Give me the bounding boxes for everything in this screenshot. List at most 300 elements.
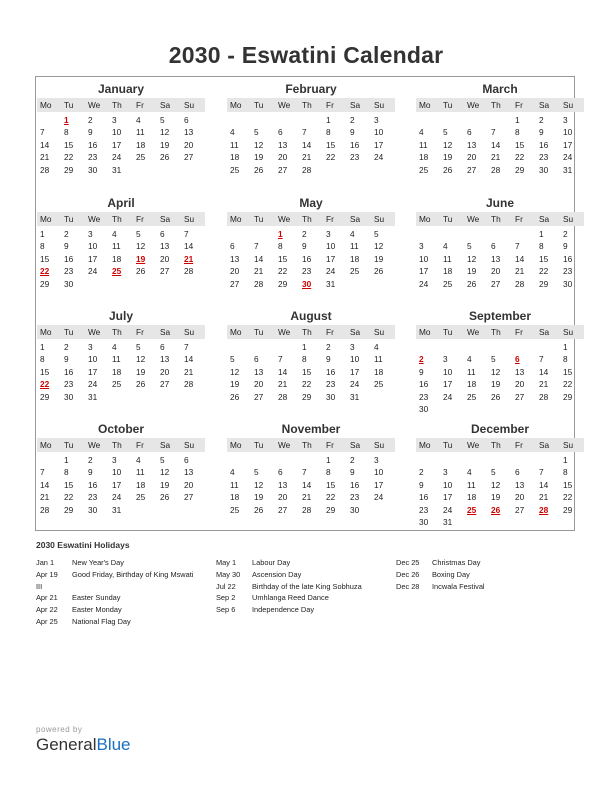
holiday-name: Boxing Day bbox=[432, 569, 470, 579]
day-cell bbox=[323, 164, 347, 176]
day-cell: 6 bbox=[515, 354, 520, 365]
weekday-label: Th bbox=[491, 214, 501, 224]
weekday-label: Th bbox=[491, 440, 501, 450]
day-cell: 14 bbox=[302, 139, 312, 150]
day-cell: 25 bbox=[350, 266, 360, 277]
week-row bbox=[227, 240, 395, 252]
holiday-item bbox=[36, 616, 216, 628]
day-cell bbox=[560, 516, 584, 528]
day-cell: 2 bbox=[539, 115, 544, 125]
day-cell: 16 bbox=[326, 366, 336, 377]
day-cell: 28 bbox=[278, 391, 288, 402]
day-cell: 19 bbox=[160, 479, 170, 490]
weekday-label: Fr bbox=[136, 440, 144, 450]
day-cell: 5 bbox=[467, 241, 472, 252]
day-cell bbox=[85, 278, 109, 290]
day-cell: 8 bbox=[64, 127, 69, 138]
day-cell: 23 bbox=[419, 504, 429, 515]
month-april bbox=[37, 196, 205, 290]
day-cell: 25 bbox=[136, 492, 146, 503]
day-cell: 5 bbox=[254, 127, 259, 138]
week-row bbox=[37, 114, 205, 126]
week-row bbox=[227, 151, 395, 163]
holiday-name: New Year's Day bbox=[72, 558, 124, 567]
day-cell: 28 bbox=[40, 504, 50, 515]
day-cell: 3 bbox=[443, 354, 448, 365]
day-cell bbox=[299, 454, 323, 466]
day-cell: 8 bbox=[40, 241, 45, 252]
day-cell: 12 bbox=[160, 127, 170, 138]
holiday-date: Apr 21 bbox=[36, 593, 58, 603]
week-row bbox=[37, 479, 205, 491]
holiday-item bbox=[216, 604, 396, 616]
weekday-label: Mo bbox=[230, 214, 242, 224]
weekday-header bbox=[227, 325, 395, 339]
day-cell: 19 bbox=[136, 253, 146, 264]
day-cell: 15 bbox=[515, 139, 525, 150]
day-cell: 9 bbox=[88, 127, 93, 138]
day-cell bbox=[181, 278, 205, 290]
holiday-item bbox=[396, 569, 576, 581]
week-row bbox=[37, 164, 205, 176]
day-cell: 20 bbox=[467, 152, 477, 163]
day-cell: 12 bbox=[491, 366, 501, 377]
day-cell: 31 bbox=[443, 516, 453, 527]
day-cell: 15 bbox=[326, 139, 336, 150]
day-grid bbox=[416, 454, 584, 528]
day-cell: 20 bbox=[515, 492, 525, 503]
day-cell: 23 bbox=[302, 266, 312, 277]
day-cell: 18 bbox=[136, 139, 146, 150]
day-cell: 29 bbox=[40, 278, 50, 289]
day-cell: 9 bbox=[419, 479, 424, 490]
day-cell: 9 bbox=[350, 467, 355, 478]
day-cell: 19 bbox=[491, 379, 501, 390]
day-cell: 30 bbox=[88, 504, 98, 515]
day-cell: 28 bbox=[254, 278, 264, 289]
day-cell bbox=[488, 403, 512, 415]
day-cell: 4 bbox=[230, 127, 235, 138]
day-grid bbox=[37, 228, 205, 290]
day-cell: 4 bbox=[112, 342, 117, 352]
month-january bbox=[37, 82, 205, 176]
day-cell: 22 bbox=[278, 266, 288, 277]
day-cell: 14 bbox=[184, 241, 194, 252]
week-row bbox=[416, 278, 584, 290]
day-cell: 3 bbox=[419, 241, 424, 252]
day-cell: 24 bbox=[112, 492, 122, 503]
day-cell: 1 bbox=[40, 229, 45, 239]
day-cell: 17 bbox=[563, 139, 573, 150]
day-cell: 17 bbox=[88, 253, 98, 264]
day-cell: 28 bbox=[539, 391, 549, 402]
month-name: June bbox=[485, 196, 514, 210]
day-cell: 6 bbox=[230, 241, 235, 252]
day-cell: 17 bbox=[350, 366, 360, 377]
day-cell: 28 bbox=[302, 504, 312, 515]
day-cell: 6 bbox=[184, 115, 189, 125]
day-cell: 10 bbox=[374, 127, 384, 138]
weekday-label: Mo bbox=[40, 327, 52, 337]
holiday-name: Good Friday, Birthday of King Mswati bbox=[72, 569, 194, 579]
weekday-label: Su bbox=[563, 100, 574, 110]
day-cell bbox=[347, 164, 371, 176]
week-row bbox=[227, 114, 395, 126]
day-cell bbox=[133, 164, 157, 176]
weekday-label: Fr bbox=[515, 100, 523, 110]
day-cell: 24 bbox=[326, 266, 336, 277]
day-cell: 6 bbox=[515, 467, 520, 478]
weekday-label: Sa bbox=[160, 327, 171, 337]
day-cell: 17 bbox=[88, 366, 98, 377]
day-cell: 2 bbox=[326, 342, 331, 352]
day-cell: 4 bbox=[136, 115, 141, 125]
day-cell: 26 bbox=[136, 266, 146, 277]
day-cell: 6 bbox=[254, 354, 259, 365]
holiday-date: Apr 22 bbox=[36, 605, 58, 615]
day-cell: 28 bbox=[491, 164, 501, 175]
day-cell: 25 bbox=[419, 164, 429, 175]
day-cell bbox=[512, 516, 536, 528]
day-cell: 24 bbox=[88, 379, 98, 390]
day-cell bbox=[227, 454, 251, 466]
day-cell: 18 bbox=[467, 492, 477, 503]
day-cell: 12 bbox=[230, 366, 240, 377]
day-cell: 18 bbox=[230, 492, 240, 503]
weekday-label: Tu bbox=[443, 440, 453, 450]
week-row bbox=[37, 240, 205, 252]
day-cell: 31 bbox=[112, 164, 122, 175]
day-cell: 15 bbox=[302, 366, 312, 377]
weekday-label: Fr bbox=[515, 214, 523, 224]
day-cell: 8 bbox=[539, 241, 544, 252]
day-cell: 21 bbox=[515, 266, 525, 277]
day-cell bbox=[488, 341, 512, 353]
day-cell bbox=[37, 114, 61, 126]
month-february bbox=[227, 82, 395, 176]
day-cell: 22 bbox=[326, 492, 336, 503]
month-november bbox=[227, 422, 395, 516]
day-cell bbox=[416, 341, 440, 353]
day-cell: 28 bbox=[539, 504, 549, 515]
day-cell: 14 bbox=[40, 479, 50, 490]
day-cell: 3 bbox=[112, 115, 117, 125]
weekday-label: Th bbox=[302, 440, 312, 450]
day-grid bbox=[416, 228, 584, 290]
day-cell: 7 bbox=[40, 467, 45, 478]
holiday-column bbox=[216, 557, 396, 628]
day-cell: 22 bbox=[64, 152, 74, 163]
week-row bbox=[37, 391, 205, 403]
weekday-label: Mo bbox=[230, 440, 242, 450]
day-cell: 25 bbox=[112, 379, 122, 390]
holiday-name: Labour Day bbox=[252, 558, 291, 567]
day-cell bbox=[109, 391, 133, 403]
holiday-date: Sep 2 bbox=[216, 593, 236, 603]
day-cell bbox=[275, 114, 299, 126]
day-cell: 10 bbox=[374, 467, 384, 478]
holiday-date: Jul 22 bbox=[216, 581, 236, 591]
holiday-date: Apr 25 bbox=[36, 616, 58, 626]
day-grid bbox=[37, 114, 205, 176]
week-row bbox=[227, 341, 395, 353]
day-cell: 28 bbox=[184, 379, 194, 390]
day-cell: 22 bbox=[326, 152, 336, 163]
day-cell: 1 bbox=[278, 229, 283, 239]
holiday-date: Apr 19 bbox=[36, 569, 58, 579]
day-cell: 20 bbox=[184, 139, 194, 150]
day-cell: 21 bbox=[491, 152, 501, 163]
week-row bbox=[227, 378, 395, 390]
week-row bbox=[416, 126, 584, 138]
day-cell: 17 bbox=[112, 139, 122, 150]
day-cell: 6 bbox=[467, 127, 472, 138]
holidays-section bbox=[36, 540, 576, 628]
day-cell: 15 bbox=[539, 253, 549, 264]
day-cell: 26 bbox=[230, 391, 240, 402]
day-cell: 15 bbox=[278, 253, 288, 264]
weekday-label: Mo bbox=[230, 100, 242, 110]
day-cell: 5 bbox=[491, 354, 496, 365]
week-row bbox=[416, 504, 584, 516]
weekday-label: Tu bbox=[443, 327, 453, 337]
weekday-header bbox=[416, 212, 584, 226]
day-cell: 13 bbox=[515, 366, 525, 377]
week-row bbox=[37, 278, 205, 290]
weekday-label: Th bbox=[112, 100, 122, 110]
month-august bbox=[227, 309, 395, 403]
holiday-date: III bbox=[36, 581, 43, 591]
day-cell: 29 bbox=[40, 391, 50, 402]
day-cell: 18 bbox=[419, 152, 429, 163]
day-cell: 18 bbox=[112, 253, 122, 264]
holidays-title: 2030 Eswatini Holidays bbox=[36, 540, 130, 550]
day-cell bbox=[227, 228, 251, 240]
day-cell: 11 bbox=[136, 467, 145, 478]
weekday-label: Tu bbox=[254, 327, 264, 337]
weekday-label: Sa bbox=[350, 100, 361, 110]
weekday-label: Su bbox=[374, 214, 385, 224]
day-cell: 10 bbox=[350, 354, 360, 365]
day-cell: 12 bbox=[254, 479, 264, 490]
week-row bbox=[227, 278, 395, 290]
day-cell: 28 bbox=[184, 266, 194, 277]
day-cell: 19 bbox=[374, 253, 384, 264]
page-title: 2030 - Eswatini Calendar bbox=[168, 42, 444, 68]
weekday-header bbox=[37, 438, 205, 452]
day-cell: 4 bbox=[467, 354, 472, 365]
day-cell: 25 bbox=[230, 504, 240, 515]
day-cell bbox=[371, 391, 395, 403]
day-cell: 10 bbox=[88, 354, 98, 365]
day-cell: 11 bbox=[230, 479, 239, 490]
day-grid bbox=[227, 341, 395, 403]
day-cell: 17 bbox=[374, 139, 384, 150]
day-cell bbox=[416, 228, 440, 240]
month-name: November bbox=[281, 422, 341, 436]
day-cell: 1 bbox=[539, 229, 544, 239]
day-cell: 27 bbox=[515, 504, 525, 515]
day-cell: 26 bbox=[254, 164, 264, 175]
weekday-label: Tu bbox=[64, 327, 74, 337]
day-cell: 29 bbox=[515, 164, 525, 175]
day-cell: 19 bbox=[443, 152, 453, 163]
week-row bbox=[227, 454, 395, 466]
weekday-label: Th bbox=[491, 327, 501, 337]
holiday-name: Easter Sunday bbox=[72, 593, 121, 603]
brand-logo bbox=[36, 725, 131, 755]
day-cell: 9 bbox=[88, 467, 93, 478]
day-cell: 15 bbox=[40, 366, 50, 377]
day-cell: 6 bbox=[160, 342, 165, 352]
day-cell: 16 bbox=[350, 139, 360, 150]
day-cell: 23 bbox=[350, 152, 360, 163]
day-cell bbox=[464, 454, 488, 466]
weekday-label: Su bbox=[184, 100, 195, 110]
day-cell: 2 bbox=[88, 115, 93, 125]
weekday-label: We bbox=[88, 100, 101, 110]
day-cell: 8 bbox=[278, 241, 283, 252]
week-row bbox=[227, 228, 395, 240]
day-cell: 7 bbox=[491, 127, 496, 138]
day-cell: 13 bbox=[491, 253, 501, 264]
day-cell: 24 bbox=[563, 152, 573, 163]
day-cell: 22 bbox=[40, 266, 50, 277]
day-cell: 31 bbox=[350, 391, 360, 402]
weekday-label: Tu bbox=[254, 440, 264, 450]
day-cell: 5 bbox=[254, 467, 259, 478]
day-cell: 29 bbox=[563, 504, 573, 515]
day-cell: 27 bbox=[467, 164, 477, 175]
day-cell: 30 bbox=[88, 164, 98, 175]
day-cell: 2 bbox=[350, 115, 355, 125]
weekday-label: Su bbox=[563, 327, 574, 337]
weekday-label: Su bbox=[184, 327, 195, 337]
day-cell: 24 bbox=[88, 266, 98, 277]
day-cell: 15 bbox=[563, 366, 573, 377]
day-cell: 9 bbox=[64, 241, 69, 252]
day-cell: 3 bbox=[374, 455, 379, 465]
day-cell: 7 bbox=[278, 354, 283, 365]
day-cell: 15 bbox=[40, 253, 50, 264]
week-row bbox=[416, 403, 584, 415]
holiday-name: Christmas Day bbox=[432, 558, 481, 567]
day-cell: 24 bbox=[419, 278, 429, 289]
day-cell: 13 bbox=[184, 127, 194, 138]
day-cell: 16 bbox=[302, 253, 312, 264]
day-cell: 9 bbox=[419, 366, 424, 377]
day-cell: 1 bbox=[515, 115, 520, 125]
day-cell: 18 bbox=[350, 253, 360, 264]
month-may bbox=[227, 196, 395, 290]
day-cell bbox=[251, 114, 275, 126]
weekday-label: Sa bbox=[350, 440, 361, 450]
day-cell: 2 bbox=[88, 455, 93, 465]
day-cell: 22 bbox=[563, 379, 573, 390]
day-cell: 21 bbox=[302, 152, 312, 163]
day-cell: 3 bbox=[88, 342, 93, 352]
day-cell: 15 bbox=[64, 479, 74, 490]
day-cell: 13 bbox=[278, 479, 288, 490]
day-cell bbox=[416, 454, 440, 466]
day-cell: 10 bbox=[88, 241, 98, 252]
day-cell bbox=[181, 164, 205, 176]
day-cell: 27 bbox=[254, 391, 264, 402]
month-december bbox=[416, 422, 584, 528]
month-name: December bbox=[470, 422, 530, 436]
day-cell: 27 bbox=[184, 152, 194, 163]
day-cell: 11 bbox=[467, 366, 476, 377]
day-cell: 23 bbox=[350, 492, 360, 503]
day-cell: 18 bbox=[230, 152, 240, 163]
day-cell: 29 bbox=[539, 278, 549, 289]
weekday-label: Su bbox=[374, 100, 385, 110]
weekday-label: Sa bbox=[350, 214, 361, 224]
day-cell: 5 bbox=[136, 342, 141, 352]
holiday-item bbox=[36, 592, 216, 604]
weekday-label: Su bbox=[184, 440, 195, 450]
day-cell: 14 bbox=[302, 479, 312, 490]
week-row bbox=[227, 126, 395, 138]
day-cell bbox=[464, 228, 488, 240]
weekday-header bbox=[227, 212, 395, 226]
day-cell: 10 bbox=[419, 253, 429, 264]
holiday-date: Dec 26 bbox=[396, 569, 420, 579]
day-cell bbox=[416, 114, 440, 126]
week-row bbox=[416, 253, 584, 265]
day-cell: 10 bbox=[443, 366, 453, 377]
day-cell: 15 bbox=[64, 139, 74, 150]
day-cell: 20 bbox=[491, 266, 501, 277]
day-cell: 9 bbox=[563, 241, 568, 252]
month-name: August bbox=[290, 309, 332, 323]
month-march bbox=[416, 82, 584, 176]
day-cell bbox=[464, 516, 488, 528]
month-name: September bbox=[468, 309, 532, 323]
day-cell: 23 bbox=[326, 379, 336, 390]
day-cell: 28 bbox=[302, 164, 312, 175]
weekday-header bbox=[37, 212, 205, 226]
day-cell: 26 bbox=[443, 164, 453, 175]
weekday-label: We bbox=[278, 440, 291, 450]
weekday-label: Sa bbox=[350, 327, 361, 337]
day-cell: 29 bbox=[302, 391, 312, 402]
holiday-date: May 1 bbox=[216, 558, 237, 567]
weekday-label: Su bbox=[563, 214, 574, 224]
day-cell: 10 bbox=[326, 241, 336, 252]
day-cell: 21 bbox=[539, 492, 549, 503]
day-cell: 7 bbox=[40, 127, 45, 138]
day-cell: 7 bbox=[254, 241, 259, 252]
day-cell: 20 bbox=[184, 479, 194, 490]
day-cell: 19 bbox=[254, 152, 264, 163]
day-cell: 20 bbox=[160, 366, 170, 377]
day-cell: 4 bbox=[443, 241, 448, 252]
weekday-label: We bbox=[467, 100, 480, 110]
day-cell bbox=[299, 114, 323, 126]
week-row bbox=[416, 466, 584, 478]
holiday-date: Jan 1 bbox=[36, 558, 55, 567]
week-row bbox=[227, 139, 395, 151]
holiday-item bbox=[396, 581, 576, 593]
day-cell bbox=[440, 114, 464, 126]
holiday-name bbox=[72, 581, 212, 593]
day-cell: 20 bbox=[515, 379, 525, 390]
holiday-name: Ascension Day bbox=[252, 569, 302, 579]
day-cell: 14 bbox=[184, 354, 194, 365]
day-cell: 12 bbox=[374, 241, 384, 252]
day-cell: 2 bbox=[302, 229, 307, 239]
